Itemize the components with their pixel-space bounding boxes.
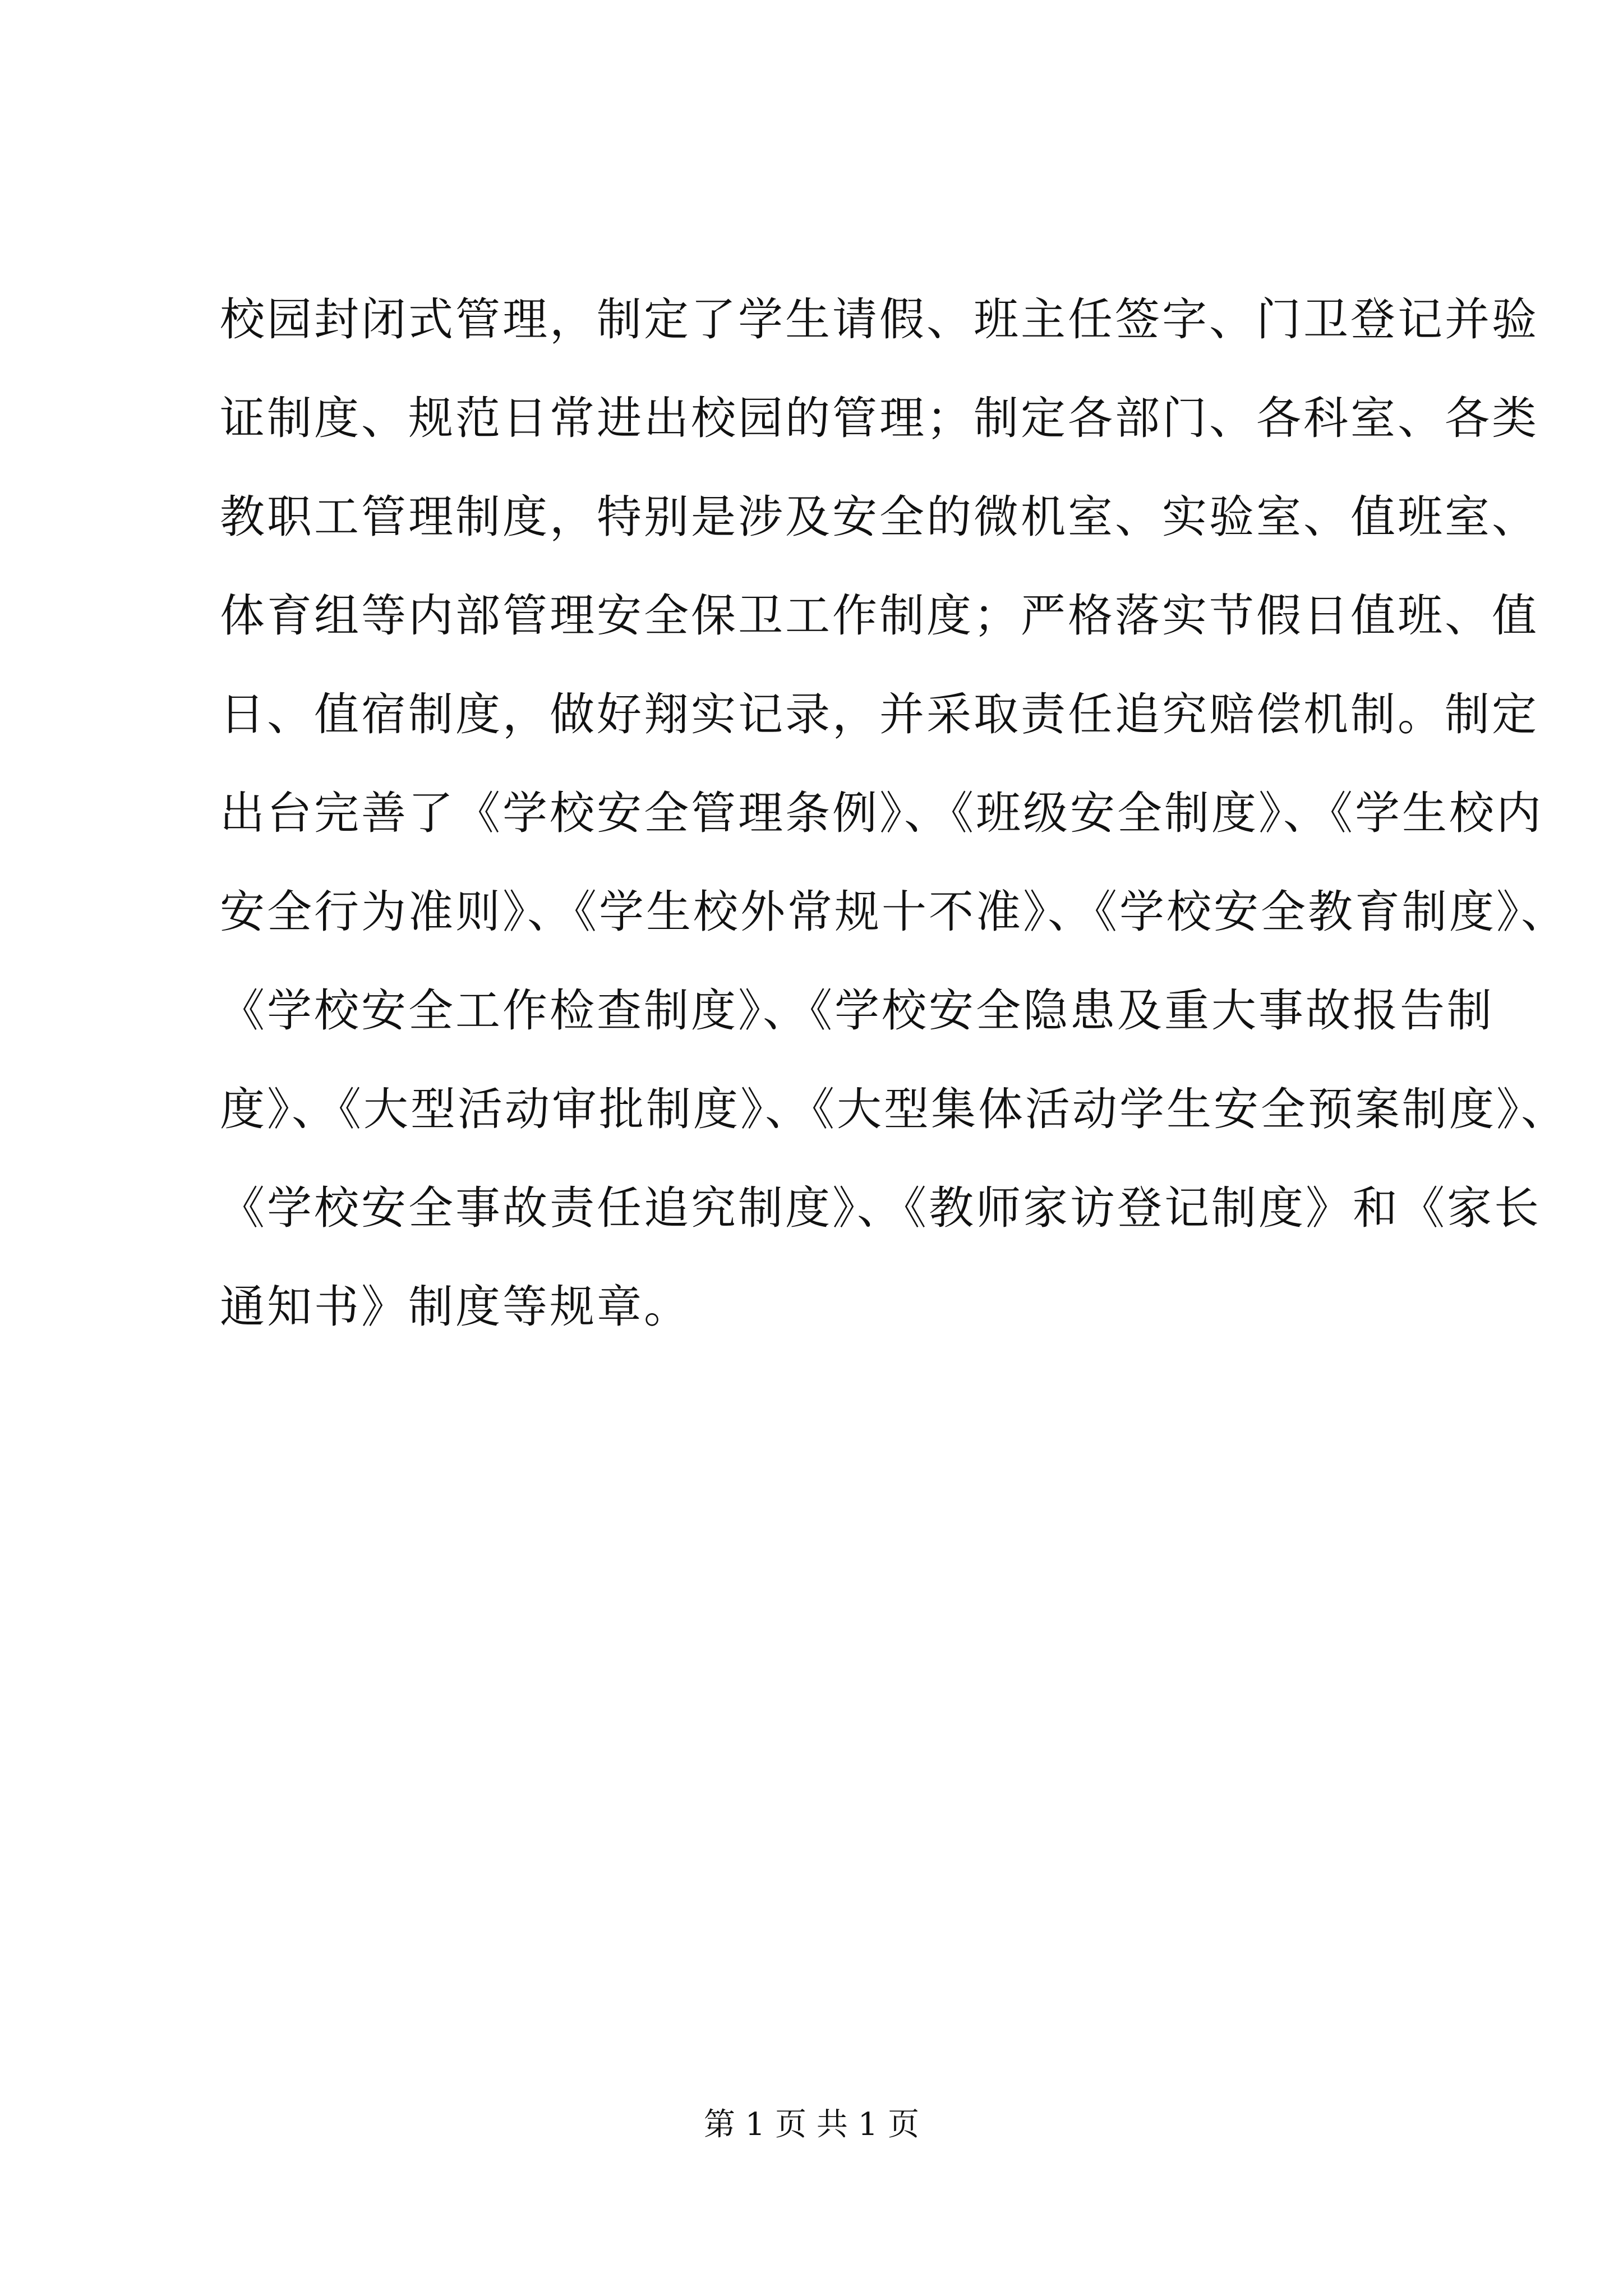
text-line: 度》、《大型活动审批制度》、《大型集体活动学生安全预案制度》、 bbox=[220, 1083, 1568, 1135]
text-line: 《学校安全工作检查制度》、《学校安全隐患及重大事故报告制 bbox=[220, 984, 1494, 1037]
text-line: 证制度、规范日常进出校园的管理；制定各部门、各科室、各类 bbox=[220, 392, 1539, 444]
text-line: 《学校安全事故责任追究制度》、《教师家访登记制度》和《家长 bbox=[220, 1182, 1541, 1234]
text-line: 教职工管理制度，特别是涉及安全的微机室、实验室、值班室、 bbox=[220, 491, 1539, 543]
body-paragraph bbox=[220, 270, 1568, 1356]
text-line: 日、值宿制度，做好翔实记录，并采取责任追究赔偿机制。制定 bbox=[220, 688, 1539, 740]
text-line: 通知书》制度等规章。 bbox=[220, 1281, 691, 1333]
text-line: 体育组等内部管理安全保卫工作制度；严格落实节假日值班、值 bbox=[220, 590, 1539, 642]
text-line: 出台完善了《学校安全管理条例》、《班级安全制度》、《学生校内 bbox=[220, 787, 1543, 839]
text-line: 安全行为准则》、《学生校外常规十不准》、《学校安全教育制度》、 bbox=[220, 886, 1568, 938]
page-number-footer: 第 1 页 共 1 页 bbox=[703, 2106, 920, 2143]
text-line: 校园封闭式管理，制定了学生请假、班主任签字、门卫登记并验 bbox=[220, 293, 1539, 346]
